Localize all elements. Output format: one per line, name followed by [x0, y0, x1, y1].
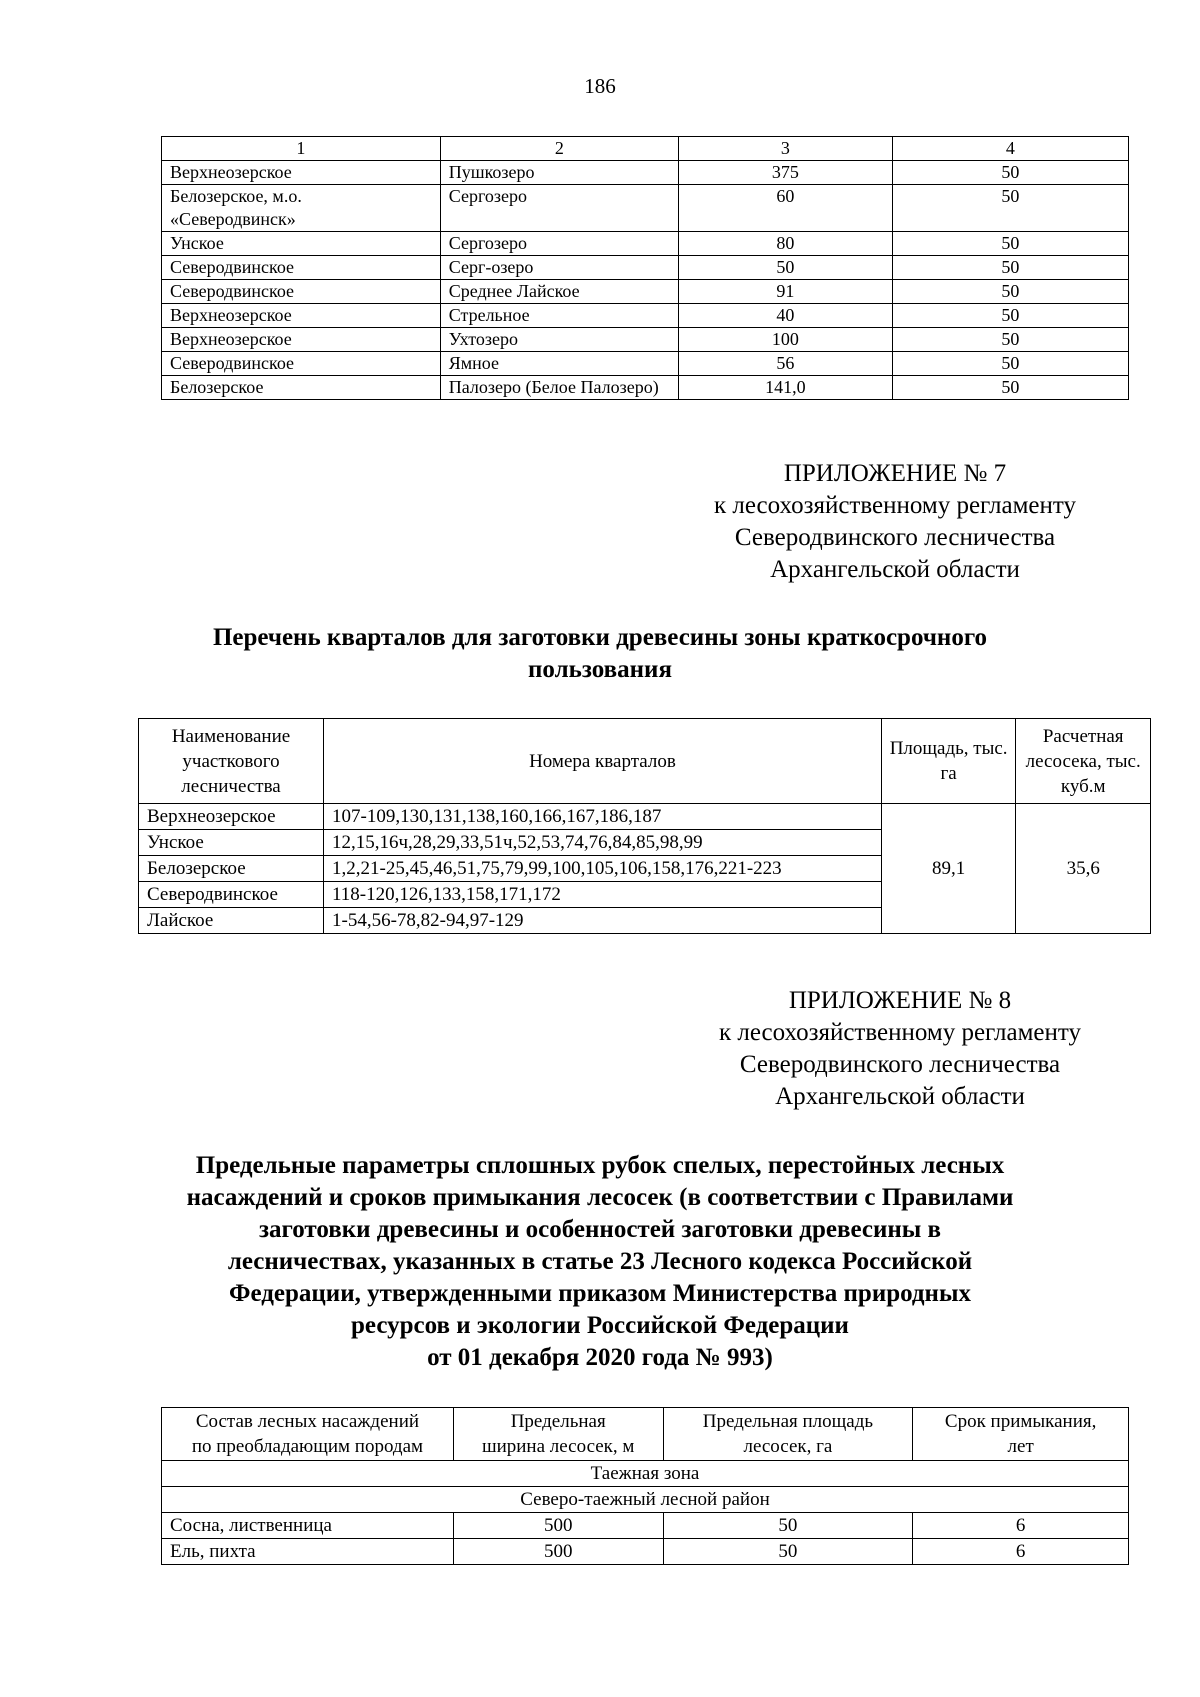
appendix-line: к лесохозяйственному регламенту [718, 1019, 1082, 1046]
page-number: 186 [584, 74, 616, 98]
value-cell: 80 [678, 232, 892, 256]
table-row [162, 232, 1129, 256]
appendix-line: Архангельской области [770, 556, 1020, 583]
forestry-cell: Верхнеозерское [139, 804, 324, 830]
quarters-cell: 107-109,130,131,138,160,166,167,186,187 [324, 804, 882, 830]
appendix-8-header [665, 985, 1135, 1113]
cut-cell: 35,6 [1016, 804, 1151, 934]
appendix-title: ПРИЛОЖЕНИЕ № 8 [788, 987, 1012, 1014]
table-row [162, 304, 1129, 328]
lake-cell: Стрельное [440, 304, 678, 328]
header-line: Срок примыкания, [944, 1411, 1097, 1432]
region-cell: Северо-таежный лесной район [162, 1487, 1129, 1513]
area-cell: 50 [663, 1539, 913, 1565]
zone-row [162, 1461, 1129, 1487]
lakes-table [161, 136, 1129, 400]
appendix-line: к лесохозяйственному регламенту [713, 492, 1077, 519]
header-line: ширина лесосек, м [481, 1436, 635, 1457]
header-line: лет [1007, 1436, 1034, 1457]
appendix-line: Северодвинского лесничества [734, 524, 1056, 551]
lake-cell: Сергозеро [440, 232, 678, 256]
forestry-cell: Унское [162, 232, 441, 256]
title-line: лесничествах, указанных в статье 23 Лесного кодекса Российской [227, 1248, 973, 1275]
value-cell: 141,0 [678, 376, 892, 400]
table-row [162, 185, 1129, 232]
table-row [162, 1539, 1129, 1565]
quarters-cell: 12,15,16ч,28,29,33,51ч,52,53,74,76,84,85,98,99 [324, 830, 882, 856]
title-line: пользования [528, 656, 672, 683]
value-cell: 50 [892, 280, 1128, 304]
appendix-title: ПРИЛОЖЕНИЕ № 7 [783, 460, 1007, 487]
header-cell: 1 [162, 137, 441, 161]
species-cell: Сосна, лиственница [162, 1513, 454, 1539]
header-cell [913, 1408, 1129, 1461]
forestry-cell: Северодвинское [162, 280, 441, 304]
quarters-table [138, 718, 1151, 934]
forestry-cell: Северодвинское [162, 256, 441, 280]
area-cell: 89,1 [881, 804, 1016, 934]
header-cell: Расчетная лесосека, тыс. куб.м [1016, 719, 1151, 804]
lake-cell: Палозеро (Белое Палозеро) [440, 376, 678, 400]
header-cell: 4 [892, 137, 1128, 161]
area-cell: 50 [663, 1513, 913, 1539]
table-row [162, 1513, 1129, 1539]
header-cell: 2 [440, 137, 678, 161]
header-line: Предельная площадь [702, 1411, 874, 1432]
title-line: Перечень кварталов для заготовки древесины зоны краткосрочного [212, 624, 988, 651]
table-row [162, 376, 1129, 400]
lake-cell: Ухтозеро [440, 328, 678, 352]
value-cell: 50 [892, 185, 1128, 232]
region-row [162, 1487, 1129, 1513]
value-cell: 375 [678, 161, 892, 185]
header-line: Состав лесных насаждений [195, 1411, 420, 1432]
table-header-row [162, 137, 1129, 161]
section-title-8 [0, 1150, 1200, 1374]
appendix-line: Северодвинского лесничества [739, 1051, 1061, 1078]
term-cell: 6 [913, 1513, 1129, 1539]
appendix-line: Архангельской области [775, 1083, 1025, 1110]
title-line: насаждений и сроков примыкания лесосек (в соответствии с Правилами [186, 1184, 1014, 1211]
forestry-cell: Унское [139, 830, 324, 856]
title-line: Предельные параметры сплошных рубок спелых, перестойных лесных [195, 1152, 1005, 1179]
table-row [139, 804, 1151, 830]
section-title-7 [0, 622, 1200, 686]
quarters-cell: 118-120,126,133,158,171,172 [324, 882, 882, 908]
forestry-cell: Верхнеозерское [162, 304, 441, 328]
value-cell: 91 [678, 280, 892, 304]
value-cell: 50 [892, 376, 1128, 400]
lake-cell: Пушкозеро [440, 161, 678, 185]
appendix-7-header [660, 458, 1130, 586]
value-cell: 50 [892, 161, 1128, 185]
header-line: лесосек, га [743, 1436, 833, 1457]
value-cell: 50 [892, 328, 1128, 352]
header-cell: Площадь, тыс. га [881, 719, 1016, 804]
value-cell: 50 [892, 256, 1128, 280]
table-row [162, 161, 1129, 185]
zone-cell: Таежная зона [162, 1461, 1129, 1487]
forestry-cell: Верхнеозерское [162, 328, 441, 352]
title-line: от 01 декабря 2020 года № 993) [427, 1344, 773, 1371]
value-cell: 50 [892, 352, 1128, 376]
table-row [162, 352, 1129, 376]
table-header-row [139, 719, 1151, 804]
species-cell: Ель, пихта [162, 1539, 454, 1565]
table-row [162, 328, 1129, 352]
lake-cell: Среднее Лайское [440, 280, 678, 304]
value-cell: 100 [678, 328, 892, 352]
header-cell [663, 1408, 913, 1461]
title-line: ресурсов и экологии Российской Федерации [351, 1312, 849, 1339]
forestry-cell: Северодвинское [162, 352, 441, 376]
title-line: Федерации, утвержденными приказом Министерства природных [229, 1280, 971, 1307]
lake-cell: Серг-озеро [440, 256, 678, 280]
header-cell [453, 1408, 663, 1461]
header-line: Предельная [510, 1411, 606, 1432]
value-cell: 50 [892, 304, 1128, 328]
forestry-cell: Верхнеозерское [162, 161, 441, 185]
header-cell [162, 1408, 454, 1461]
value-cell: 50 [678, 256, 892, 280]
header-cell: Наименование участкового лесничества [139, 719, 324, 804]
table-row [162, 280, 1129, 304]
forestry-cell: Белозерское, м.о. «Северодвинск» [162, 185, 441, 232]
quarters-cell: 1,2,21-25,45,46,51,75,79,99,100,105,106,158,176,221-223 [324, 856, 882, 882]
width-cell: 500 [453, 1513, 663, 1539]
header-line: по преобладающим породам [191, 1436, 424, 1457]
quarters-cell: 1-54,56-78,82-94,97-129 [324, 908, 882, 934]
value-cell: 50 [892, 232, 1128, 256]
forestry-cell: Северодвинское [139, 882, 324, 908]
header-cell: Номера кварталов [324, 719, 882, 804]
table-header-row [162, 1408, 1129, 1461]
value-cell: 56 [678, 352, 892, 376]
lake-cell: Сергозеро [440, 185, 678, 232]
title-line: заготовки древесины и особенностей заготовки древесины в [258, 1216, 942, 1243]
width-cell: 500 [453, 1539, 663, 1565]
value-cell: 60 [678, 185, 892, 232]
forestry-cell: Белозерское [162, 376, 441, 400]
forestry-cell: Белозерское [139, 856, 324, 882]
forestry-cell: Лайское [139, 908, 324, 934]
table-row [162, 256, 1129, 280]
lake-cell: Ямное [440, 352, 678, 376]
clearcut-parameters-table [161, 1407, 1129, 1565]
value-cell: 40 [678, 304, 892, 328]
header-cell: 3 [678, 137, 892, 161]
term-cell: 6 [913, 1539, 1129, 1565]
